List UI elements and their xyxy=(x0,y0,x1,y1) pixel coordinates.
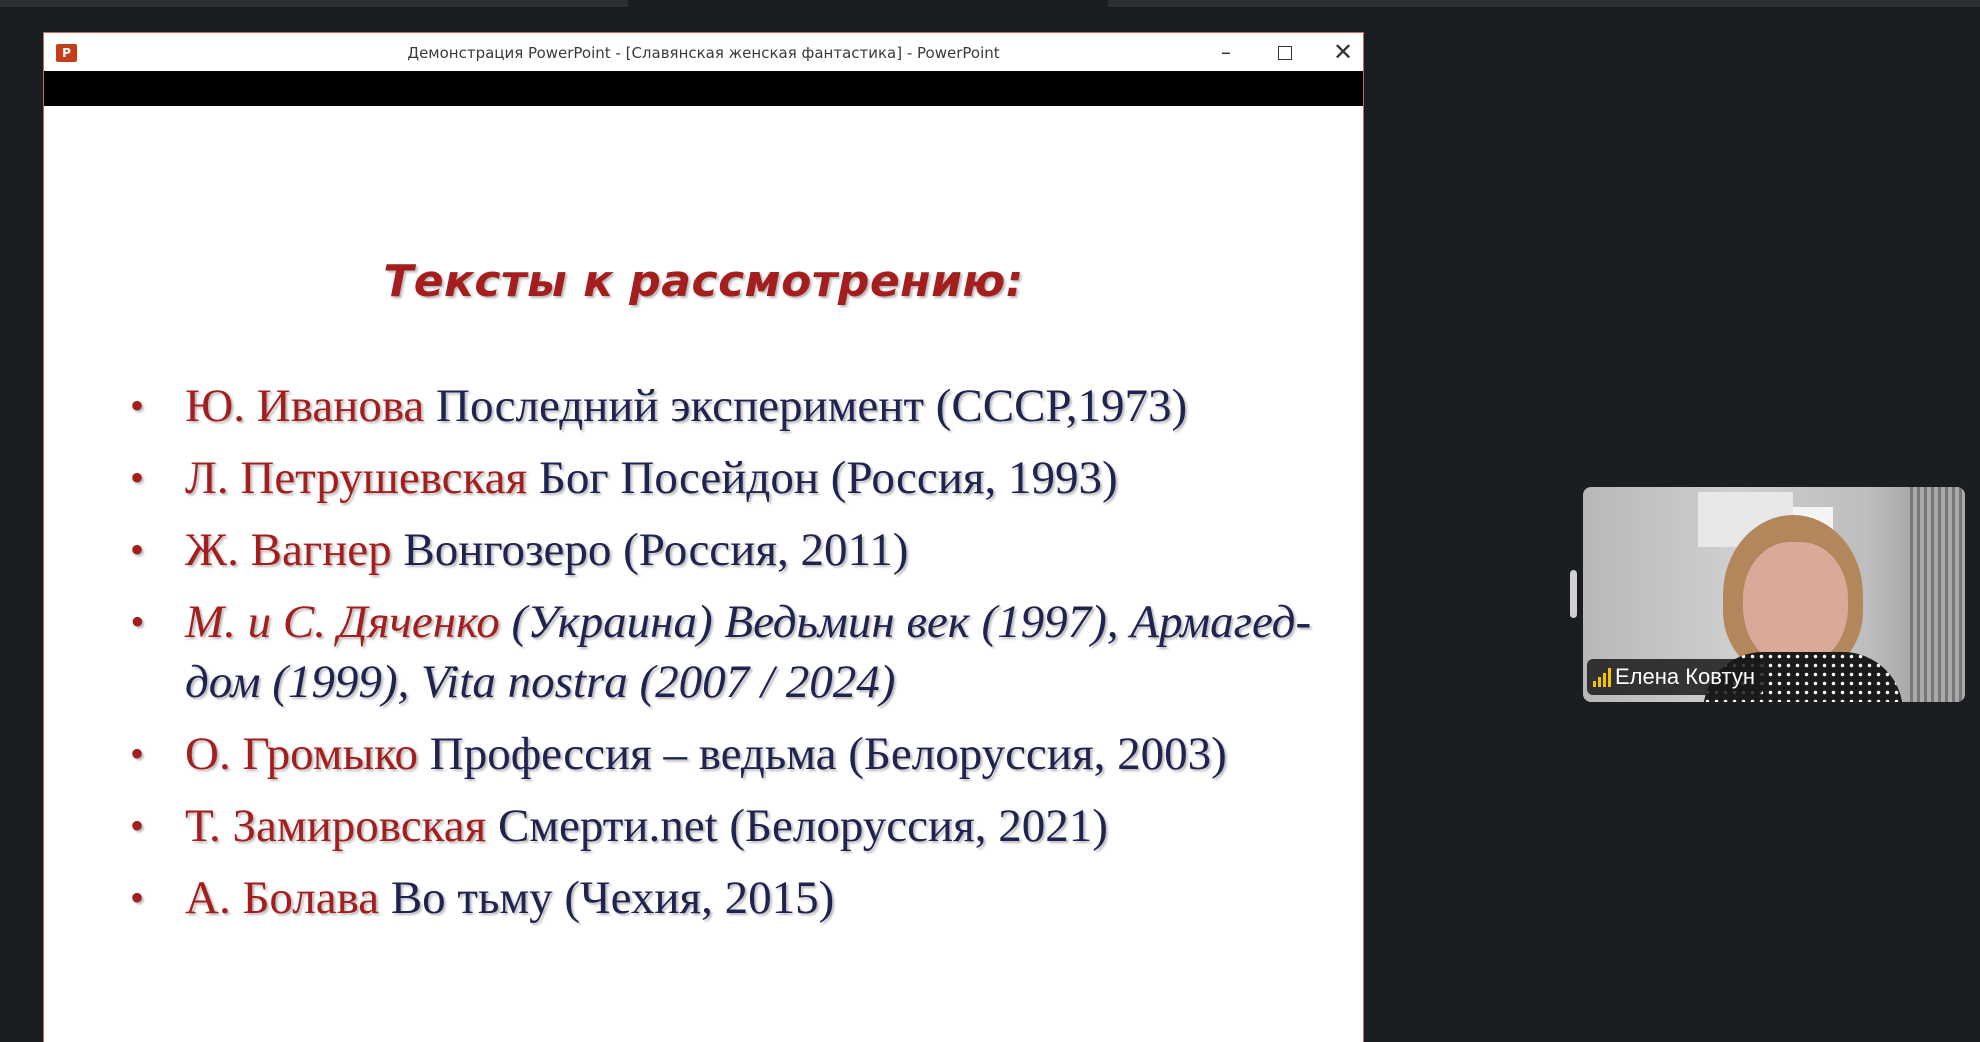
background-blinds xyxy=(1910,487,1965,702)
participant-video-tile[interactable] xyxy=(1583,487,1965,702)
author-name: А. Болава xyxy=(185,872,380,924)
bullet-icon: • xyxy=(130,383,145,428)
powerpoint-icon[interactable]: P xyxy=(56,44,77,62)
participant-face xyxy=(1743,542,1848,667)
work-title: (Украина) Ведьмин век (1997), Армагед-дом (1999), Vita nostra (2007 / 2024) xyxy=(185,596,1312,708)
top-strip-left xyxy=(0,0,628,7)
list-item xyxy=(130,520,1330,580)
bullet-icon: • xyxy=(130,599,145,644)
slide-title: Тексты к рассмотрению: xyxy=(383,256,1024,307)
window-title: Демонстрация PowerPoint - [Славянская женская фантастика] - PowerPoint xyxy=(407,44,1000,62)
author-name: М. и С. Дяченко xyxy=(185,596,500,648)
maximize-icon xyxy=(1278,46,1292,60)
author-name: Т. Замировская xyxy=(185,800,487,852)
author-name: О. Громыко xyxy=(185,728,419,780)
close-button[interactable]: ✕ xyxy=(1332,38,1354,66)
bullet-icon: • xyxy=(130,455,145,500)
work-title: Последний эксперимент (СССР,1973) xyxy=(424,380,1188,432)
author-name: Л. Петрушевская xyxy=(185,452,528,504)
list-item xyxy=(130,868,1330,928)
author-name: Ж. Вагнер xyxy=(185,524,392,576)
bullet-icon: • xyxy=(130,803,145,848)
list-item xyxy=(130,796,1330,856)
work-title: Вонгозеро (Россия, 2011) xyxy=(391,524,909,576)
presenter-toolbar-bar xyxy=(44,71,1363,106)
slide-bullet-list xyxy=(130,376,1330,940)
list-item xyxy=(130,592,1330,712)
list-item xyxy=(130,448,1330,508)
work-title: Профессия – ведьма (Белоруссия, 2003) xyxy=(418,728,1227,780)
signal-strength-icon xyxy=(1593,667,1611,687)
participant-name-tag xyxy=(1587,659,1763,695)
author-name: Ю. Иванова xyxy=(185,380,425,432)
maximize-button[interactable] xyxy=(1256,33,1314,71)
powerpoint-window[interactable] xyxy=(43,32,1364,1042)
top-strip-right xyxy=(1108,0,1980,7)
list-item xyxy=(130,376,1330,436)
work-title: Смерти.net (Белоруссия, 2021) xyxy=(486,800,1108,852)
title-bar[interactable] xyxy=(44,33,1363,71)
panel-resize-handle[interactable] xyxy=(1570,570,1577,618)
work-title: Бог Посейдон (Россия, 1993) xyxy=(527,452,1118,504)
bullet-icon: • xyxy=(130,875,145,920)
bullet-icon: • xyxy=(130,731,145,776)
participant-name: Елена Ковтун xyxy=(1615,664,1755,689)
bullet-icon: • xyxy=(130,527,145,572)
minimize-button[interactable]: – xyxy=(1221,40,1231,64)
work-title: Во тьму (Чехия, 2015) xyxy=(379,872,835,924)
list-item xyxy=(130,724,1330,784)
slide[interactable] xyxy=(44,106,1363,1042)
